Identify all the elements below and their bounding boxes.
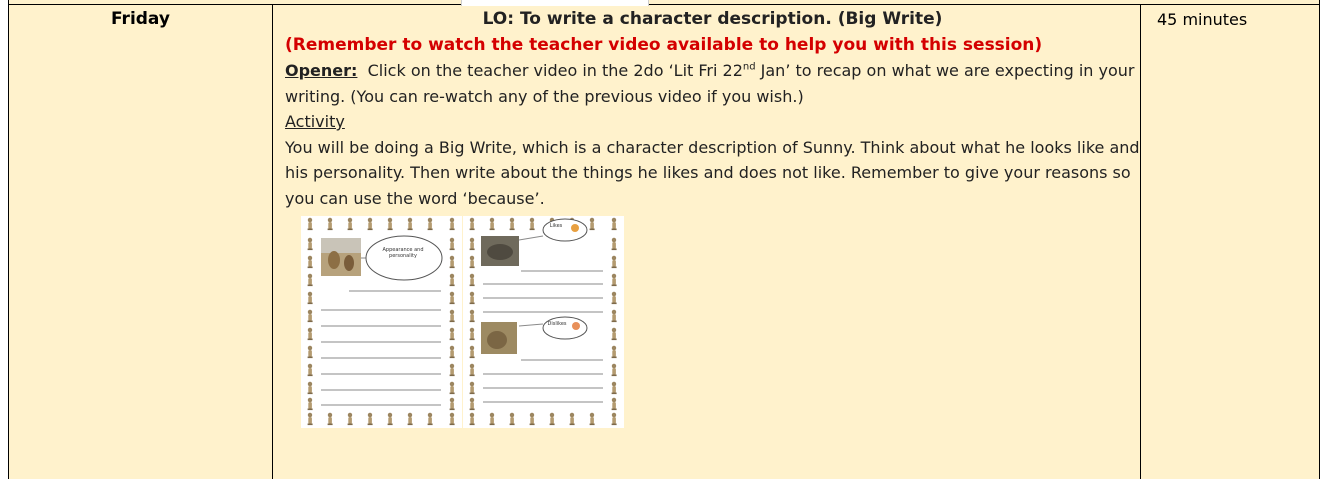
lesson-content-cell	[273, 5, 1140, 428]
column-divider	[1140, 4, 1141, 479]
activity-text: You will be doing a Big Write, which is a character description of Sunny. Think about what he looks like and his personality. Then write about the things he likes and does not like. Remember to give your reasons so you can use the word ‘because’.	[285, 137, 1140, 208]
meerkat-border	[463, 216, 624, 428]
bubble-label-likes: Likes	[549, 223, 563, 229]
learning-objective: LO: To write a character description. (Big Write)	[482, 9, 943, 29]
ordinal-suffix: nd	[742, 61, 756, 73]
opener-text: Click on the teacher video in the 2do ‘Lit Fri 22	[367, 61, 743, 80]
lesson-table	[8, 0, 1320, 479]
worksheet-likes-dislikes	[463, 216, 624, 428]
bubble-label-dislikes: Dislikes	[547, 321, 567, 327]
opener-label: Opener:	[285, 61, 358, 80]
day-cell: Friday	[111, 9, 170, 29]
bubble-label: Appearance and personality	[382, 247, 424, 259]
reminder-text: (Remember to watch the teacher video available to help you with this session)	[285, 34, 1043, 55]
opener-paragraph	[285, 58, 1140, 109]
duration-cell: 45 minutes	[1157, 10, 1248, 29]
worksheet-images	[285, 216, 1140, 428]
activity-label: Activity	[285, 112, 345, 131]
worksheet-appearance	[301, 216, 462, 428]
opener-text-continued: Jan’ to recap on what we are expecting in your writing. (You can re-watch any of the previous video if you wish.)	[285, 61, 1135, 106]
